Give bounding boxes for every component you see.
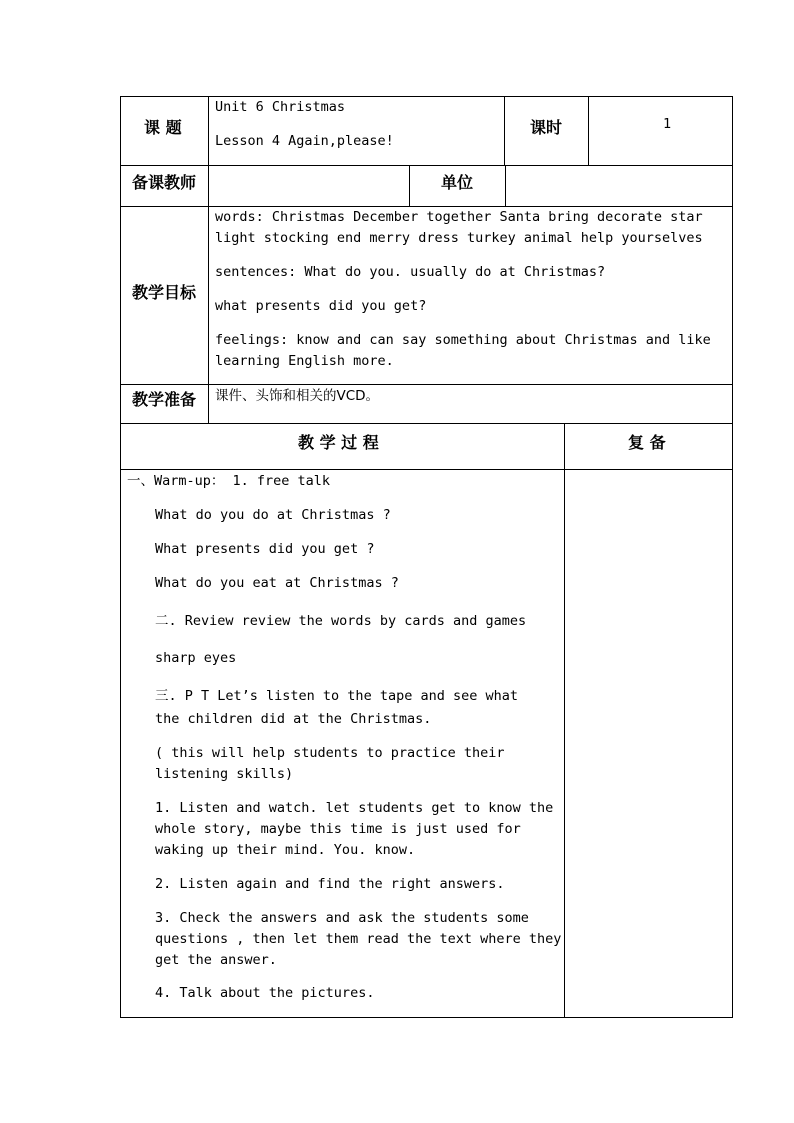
- table-border-bottom: [120, 1017, 733, 1018]
- column-divider: [564, 423, 565, 1018]
- table-border-right: [732, 96, 733, 1018]
- column-divider: [208, 96, 209, 424]
- table-border-left: [120, 96, 121, 1018]
- topic-label: 课 题: [144, 118, 182, 137]
- objective-line: words: Christmas December together Santa bring decorate star: [215, 209, 703, 225]
- objectives-label: 教学目标: [132, 283, 197, 302]
- process-line: get the answer.: [155, 952, 277, 968]
- row-divider: [120, 423, 733, 424]
- objective-line: learning English more.: [215, 353, 394, 369]
- lesson-title: Lesson 4 Again,please!: [215, 133, 394, 149]
- column-divider: [505, 165, 506, 207]
- process-line: 二. Review review the words by cards and games: [155, 613, 527, 629]
- process-line: What do you eat at Christmas ?: [155, 575, 399, 591]
- row-divider: [120, 165, 733, 166]
- table-border-top: [120, 96, 733, 97]
- process-line: sharp eyes: [155, 650, 237, 666]
- teacher-label: 备课教师: [132, 173, 197, 192]
- process-line: whole story, maybe this time is just used for: [155, 821, 521, 837]
- process-line: 三. P T Let’s listen to the tape and see what: [155, 688, 518, 704]
- objective-line: sentences: What do you. usually do at Christmas?: [215, 264, 606, 280]
- row-divider: [120, 469, 733, 470]
- process-line: ( this will help students to practice their: [155, 745, 505, 761]
- process-line: the children did at the Christmas.: [155, 711, 432, 727]
- column-divider: [504, 96, 505, 166]
- period-label: 课时: [530, 118, 563, 137]
- period-value: 1: [663, 116, 672, 132]
- unit-title: Unit 6 Christmas: [215, 99, 346, 115]
- preparation-label: 教学准备: [132, 390, 197, 409]
- process-line: questions , then let them read the text where they: [155, 931, 562, 947]
- objective-line: what presents did you get?: [215, 298, 427, 314]
- process-line: 2. Listen again and find the right answers.: [155, 876, 505, 892]
- objective-line: feelings: know and can say something about Christmas and like: [215, 332, 711, 348]
- review-header: 复 备: [628, 433, 666, 452]
- process-line: 4. Talk about the pictures.: [155, 985, 375, 1001]
- column-divider: [588, 96, 589, 166]
- process-line: What do you do at Christmas ?: [155, 507, 391, 523]
- preparation-value: 课件、头饰和相关的VCD。: [215, 388, 380, 404]
- unit-label: 单位: [441, 173, 474, 192]
- column-divider: [409, 165, 410, 207]
- process-line: waking up their mind. You. know.: [155, 842, 416, 858]
- row-divider: [120, 384, 733, 385]
- process-line: What presents did you get ?: [155, 541, 375, 557]
- objective-line: light stocking end merry dress turkey animal help yourselves: [215, 230, 703, 246]
- process-line: 一、Warm-up： 1. free talk: [127, 473, 331, 489]
- process-line: 1. Listen and watch. let students get to know the: [155, 800, 554, 816]
- process-line: 3. Check the answers and ask the students some: [155, 910, 529, 926]
- process-line: listening skills): [155, 766, 294, 782]
- process-header: 教 学 过 程: [298, 433, 379, 452]
